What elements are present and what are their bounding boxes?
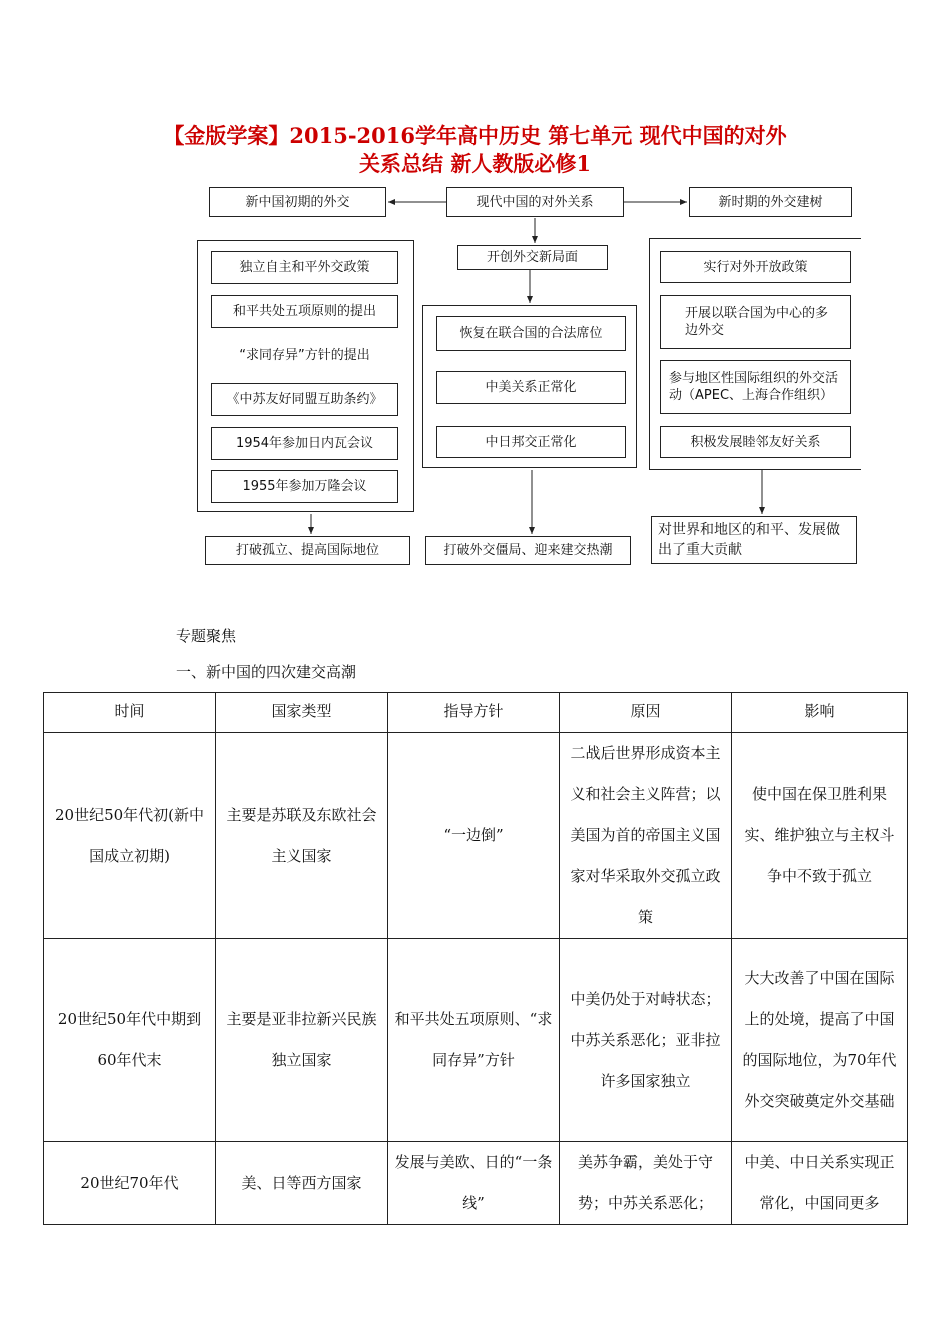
right-item-1: 实行对外开放政策 [660,251,851,283]
table-cell: 和平共处五项原则、“求同存异”方针 [388,939,560,1142]
table-row [44,733,908,939]
header-country-type: 国家类型 [216,693,388,733]
left-item-3: “求同存异”方针的提出 [211,339,398,372]
section-heading: 专题聚焦 [176,627,237,645]
center-head-box: 现代中国的对外关系 [446,187,624,217]
table-cell: 主要是亚非拉新兴民族独立国家 [216,939,388,1142]
left-item-4: 《中苏友好同盟互助条约》 [211,383,398,416]
table-row [44,1142,908,1225]
right-item-3: 参与地区性国际组织的外交活动（APEC、上海合作组织） [660,360,851,414]
table-cell: 大大改善了中国在国际上的处境，提高了中国的国际地位，为70年代外交突破奠定外交基础 [732,939,908,1142]
document-title-line-1: 【金版学案】2015-2016学年高中历史 第七单元 现代中国的对外 [163,123,787,148]
right-item-4: 积极发展睦邻友好关系 [660,426,851,458]
right-result-box: 对世界和地区的和平、发展做出了重大贡献 [651,516,857,564]
table-cell: 20世纪50年代初(新中国成立初期) [44,733,216,939]
section-subheading: 一、新中国的四次建交高潮 [176,663,357,681]
mid-item-1: 恢复在联合国的合法席位 [436,316,626,351]
left-head-box: 新中国初期的外交 [209,187,386,217]
right-head-box: 新时期的外交建树 [689,187,852,217]
mid-item-3: 中日邦交正常化 [436,426,626,458]
table-cell: “一边倒” [388,733,560,939]
establishment-waves-table [43,692,908,1225]
left-item-1: 独立自主和平外交政策 [211,251,398,284]
table-cell: 中美仍处于对峙状态；中苏关系恶化；亚非拉许多国家独立 [560,939,732,1142]
left-result-box: 打破孤立、提高国际地位 [205,536,410,565]
table-row [44,939,908,1142]
header-reason: 原因 [560,693,732,733]
header-policy: 指导方针 [388,693,560,733]
header-impact: 影响 [732,693,908,733]
table-cell: 美苏争霸，美处于守势；中苏关系恶化； [560,1142,732,1225]
table-cell: 20世纪70年代 [44,1142,216,1225]
header-time: 时间 [44,693,216,733]
table-cell: 美、日等西方国家 [216,1142,388,1225]
table-cell: 中美、中日关系实现正常化，中国同更多 [732,1142,908,1225]
left-item-5: 1954年参加日内瓦会议 [211,427,398,460]
mid-result-box: 打破外交僵局、迎来建交热潮 [425,536,631,565]
mid-item-2: 中美关系正常化 [436,371,626,404]
left-item-2: 和平共处五项原则的提出 [211,295,398,328]
table-cell: 主要是苏联及东欧社会主义国家 [216,733,388,939]
table-cell: 20世纪50年代中期到60年代末 [44,939,216,1142]
mid-head-box: 开创外交新局面 [457,245,608,270]
table-cell: 二战后世界形成资本主义和社会主义阵营；以美国为首的帝国主义国家对华采取外交孤立政策 [560,733,732,939]
left-item-6: 1955年参加万隆会议 [211,470,398,503]
table-cell: 发展与美欧、日的“一条线” [388,1142,560,1225]
table-cell: 使中国在保卫胜利果实、维护独立与主权斗争中不致于孤立 [732,733,908,939]
right-item-2: 开展以联合国为中心的多边外交 [660,295,851,349]
document-title-line-2: 关系总结 新人教版必修1 [359,151,591,176]
